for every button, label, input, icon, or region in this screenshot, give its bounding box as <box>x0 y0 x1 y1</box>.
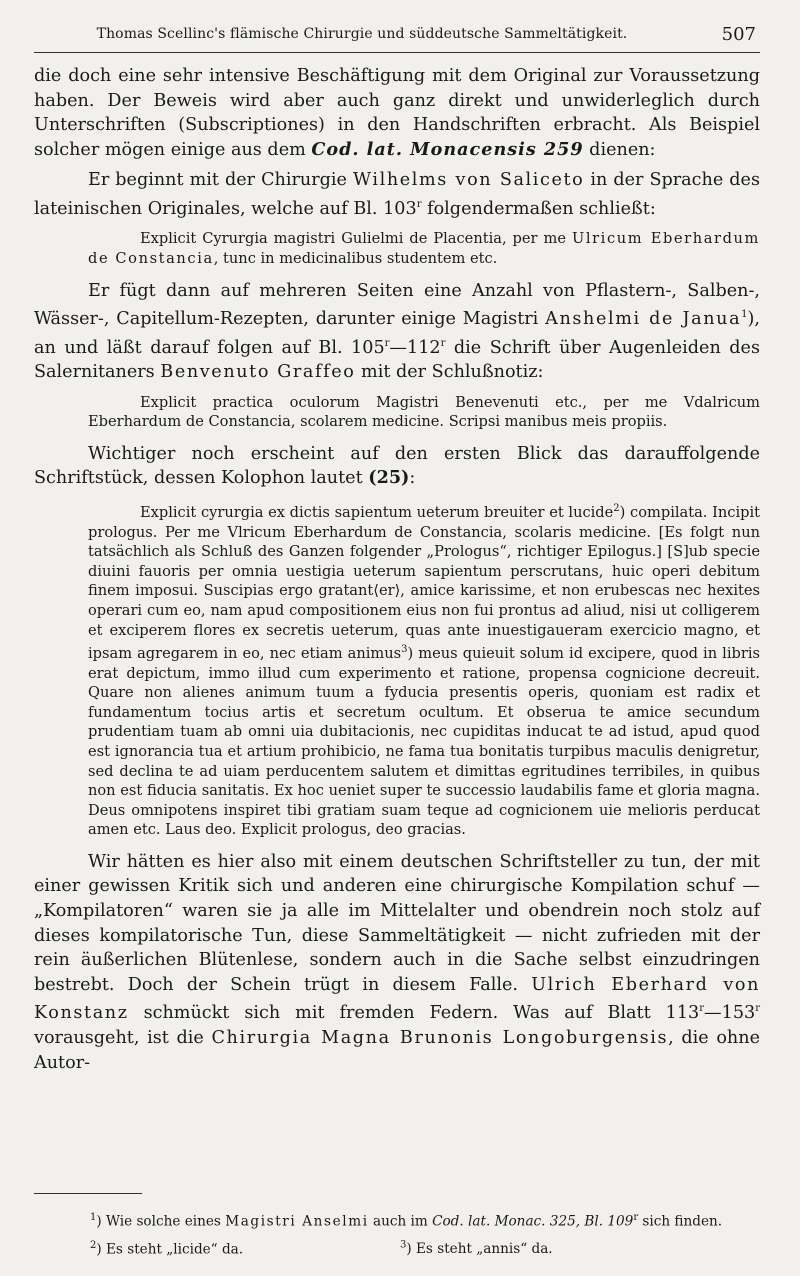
text-run: —153 <box>704 1003 756 1024</box>
paragraph-1 <box>34 64 760 162</box>
person-name: Wilhelms von Saliceto <box>353 170 585 191</box>
page-number: 507 <box>721 24 756 45</box>
text-run: ) compilata. Incipit prologus. Per me Vlricum Eberhardum de Constancia, scolaris medicine. [Es folgt nun tatsächlich als Schluß des Ganzen folgender „Prologus“, richtiger Epilogus.] [S]ub specie diuini fauoris per omnia uestigia ueterum sapientum perscrutans, huic operi debitum finem imposui. Suscipias ergo gratant⟨er⟩, amice karissime, et non erubescas nec hexites operari cum eo, nam apud compositionem eius non fui prontus ad aliud, nisi ut colligerem et exciperem flores ex secretis ueterum, quas ante inuestigaueram exercicio magno, et ipsam agregarem in eo, nec etiam animus <box>88 503 760 662</box>
quote-2 <box>34 393 760 432</box>
text-run: die Schrift über Augenleiden des Salernitaners <box>34 337 760 383</box>
superscript: r <box>755 1003 760 1015</box>
footnote-mark: 2 <box>613 503 620 515</box>
superscript: r <box>633 1212 639 1223</box>
text-run: Wichtiger noch erscheint auf den ersten Blick das darauffolgende Schriftstück, dessen Kolophon lautet <box>34 443 760 489</box>
text-run: —112 <box>389 337 441 358</box>
person-name: Ulricum Eberhardum de Constancia <box>88 230 760 268</box>
text-run: ) Es steht „annis“ da. <box>406 1241 553 1258</box>
text-run: schmückt sich mit fremden Federn. Was auf Blatt 113 <box>128 1003 700 1024</box>
quote-3 <box>34 499 760 840</box>
footnote-3 <box>400 1241 553 1257</box>
footnote-mark: 3 <box>400 1239 407 1251</box>
text-run: mit der Schlußnotiz: <box>355 362 544 383</box>
superscript: r <box>384 337 390 349</box>
manuscript-reference: Cod. lat. Monac. 325, Bl. 109 <box>432 1213 634 1230</box>
quote-3-text <box>36 499 760 840</box>
person-name: Anshelmi de Janua <box>545 309 742 330</box>
footnote-mark: 1 <box>90 1212 97 1223</box>
running-head: Thomas Scellinc's flämische Chirurgie und süddeutsche Sammeltätigkeit. <box>96 26 628 42</box>
quote-1-text <box>36 229 760 268</box>
text-run: ) Wie solche eines <box>96 1213 226 1230</box>
text-run: ) Es steht „licide“ da. <box>96 1241 244 1258</box>
text-run: sich finden. <box>638 1213 723 1230</box>
text-run: Explicit Cyrurgia magistri Gulielmi de Placentia, per me <box>140 230 572 248</box>
person-name: Magistri Anselmi <box>225 1213 369 1230</box>
text-run: Wir hätten es hier also mit einem deutschen Schriftsteller zu tun, der mit einer gewissen Kritik sich und anderen eine chirurgische Kompilation schuf — „Kompilatoren“ waren sie ja alle im Mittelalter und obendrein noch stolz auf dieses kompilatorische Tun, diese Sammeltätigkeit — nicht zufrieden mit der rein äußerlichen Blütenlese, sondern auch in die Sache selbst einzudringen bestrebt. Doch der Schein trügt in diesem Falle. <box>34 851 760 995</box>
footnotes <box>34 1206 760 1261</box>
paragraph-4 <box>34 442 760 491</box>
person-name: Benvenuto Graffeo <box>160 362 356 383</box>
footnote-mark: 3 <box>401 644 408 656</box>
text-run: vorausgeht, ist die <box>34 1027 212 1048</box>
text-run: auch im <box>368 1213 433 1230</box>
footnote-divider <box>34 1193 142 1194</box>
quote-1 <box>34 229 760 268</box>
text-run: Er beginnt mit der Chirurgie <box>88 170 353 191</box>
paragraph-3 <box>34 279 760 385</box>
text-run: ), an und läßt darauf folgen auf Bl. 105 <box>34 309 761 358</box>
work-title: Chirurgia Magna Brunonis Longoburgensis <box>211 1027 669 1048</box>
text-run: ) meus quieuit solum id excipere, quod in libris erat depictum, immo illud cum experimento et ratione, propensa cognicione decreuit. Quare non alienes animum tuum a fyducia presentis operis, quoniam est radix et fundamentum tocius artis et secretum ocultum. Et obserua te amice secundum prudentiam tuam ab omni uia dubitacionis, nec cupiditas inducat te ad istud, apud quod est ignorancia tua et artium prohibicio, ne fama tua bonitatis turpibus maculis denigretur, sed declina te ad uiam perducentem salutem et dimittas egritudines terribiles, in quibus non est fiducia sanitatis. Ex hoc ueniet super te successio laudabilis fame et gloria magna. Deus omnipotens inspiret tibi gratiam suam teque ad cognicionem uie melioris perducat amen etc. Laus deo. Explicit prologus, deo gracias. <box>88 644 760 839</box>
footnote-1 <box>34 1206 760 1234</box>
text-run: die doch eine sehr intensive Beschäftigung mit dem Original zur Voraussetzung haben. Der Beweis wird aber auch ganz direkt und unwiderleglich durch Unterschriften (Subscriptiones) in den Handschriften erbracht. Als Beispiel solcher mögen einige aus dem <box>34 66 760 160</box>
text-run: , die ohne Autor- <box>34 1027 761 1073</box>
page-body <box>34 64 760 1075</box>
text-run: folgendermaßen schließt: <box>421 198 656 219</box>
text-run: Explicit cyrurgia ex dictis sapientum ueterum breuiter et lucide <box>140 503 614 521</box>
footnote-2 <box>90 1234 400 1262</box>
text-run: dienen: <box>583 139 656 160</box>
paragraph-2 <box>34 168 760 221</box>
superscript: r <box>440 337 446 349</box>
text-run: : <box>409 468 416 489</box>
quote-2-text: Explicit practica oculorum Magistri Benevenuti etc., per me Vdalricum Eberhardum de Constancia, scolarem medicine. Scripsi manibus meis propiis. <box>88 393 760 431</box>
person-name: Ulrich Eberhard von Konstanz <box>34 974 760 1024</box>
superscript: r <box>699 1003 705 1015</box>
text-run: in der Sprache des lateinischen Originales, welche auf Bl. 103 <box>34 170 760 219</box>
footnote-mark: 1 <box>741 309 748 321</box>
paragraph-5 <box>34 850 760 1075</box>
codex-reference: Cod. lat. Monacensis 259 <box>311 138 584 160</box>
reference-number: (25) <box>368 467 410 489</box>
footnote-row <box>34 1234 760 1262</box>
text-run: , tunc in medicinalibus studentem etc. <box>213 250 498 268</box>
footnote-mark: 2 <box>90 1239 97 1251</box>
page-header <box>34 22 760 53</box>
superscript: r <box>416 198 422 210</box>
text-run: Er fügt dann auf mehreren Seiten eine Anzahl von Pflastern-, Salben-, Wässer-, Capitellum-Rezepten, darunter einige Magistri <box>34 280 760 330</box>
